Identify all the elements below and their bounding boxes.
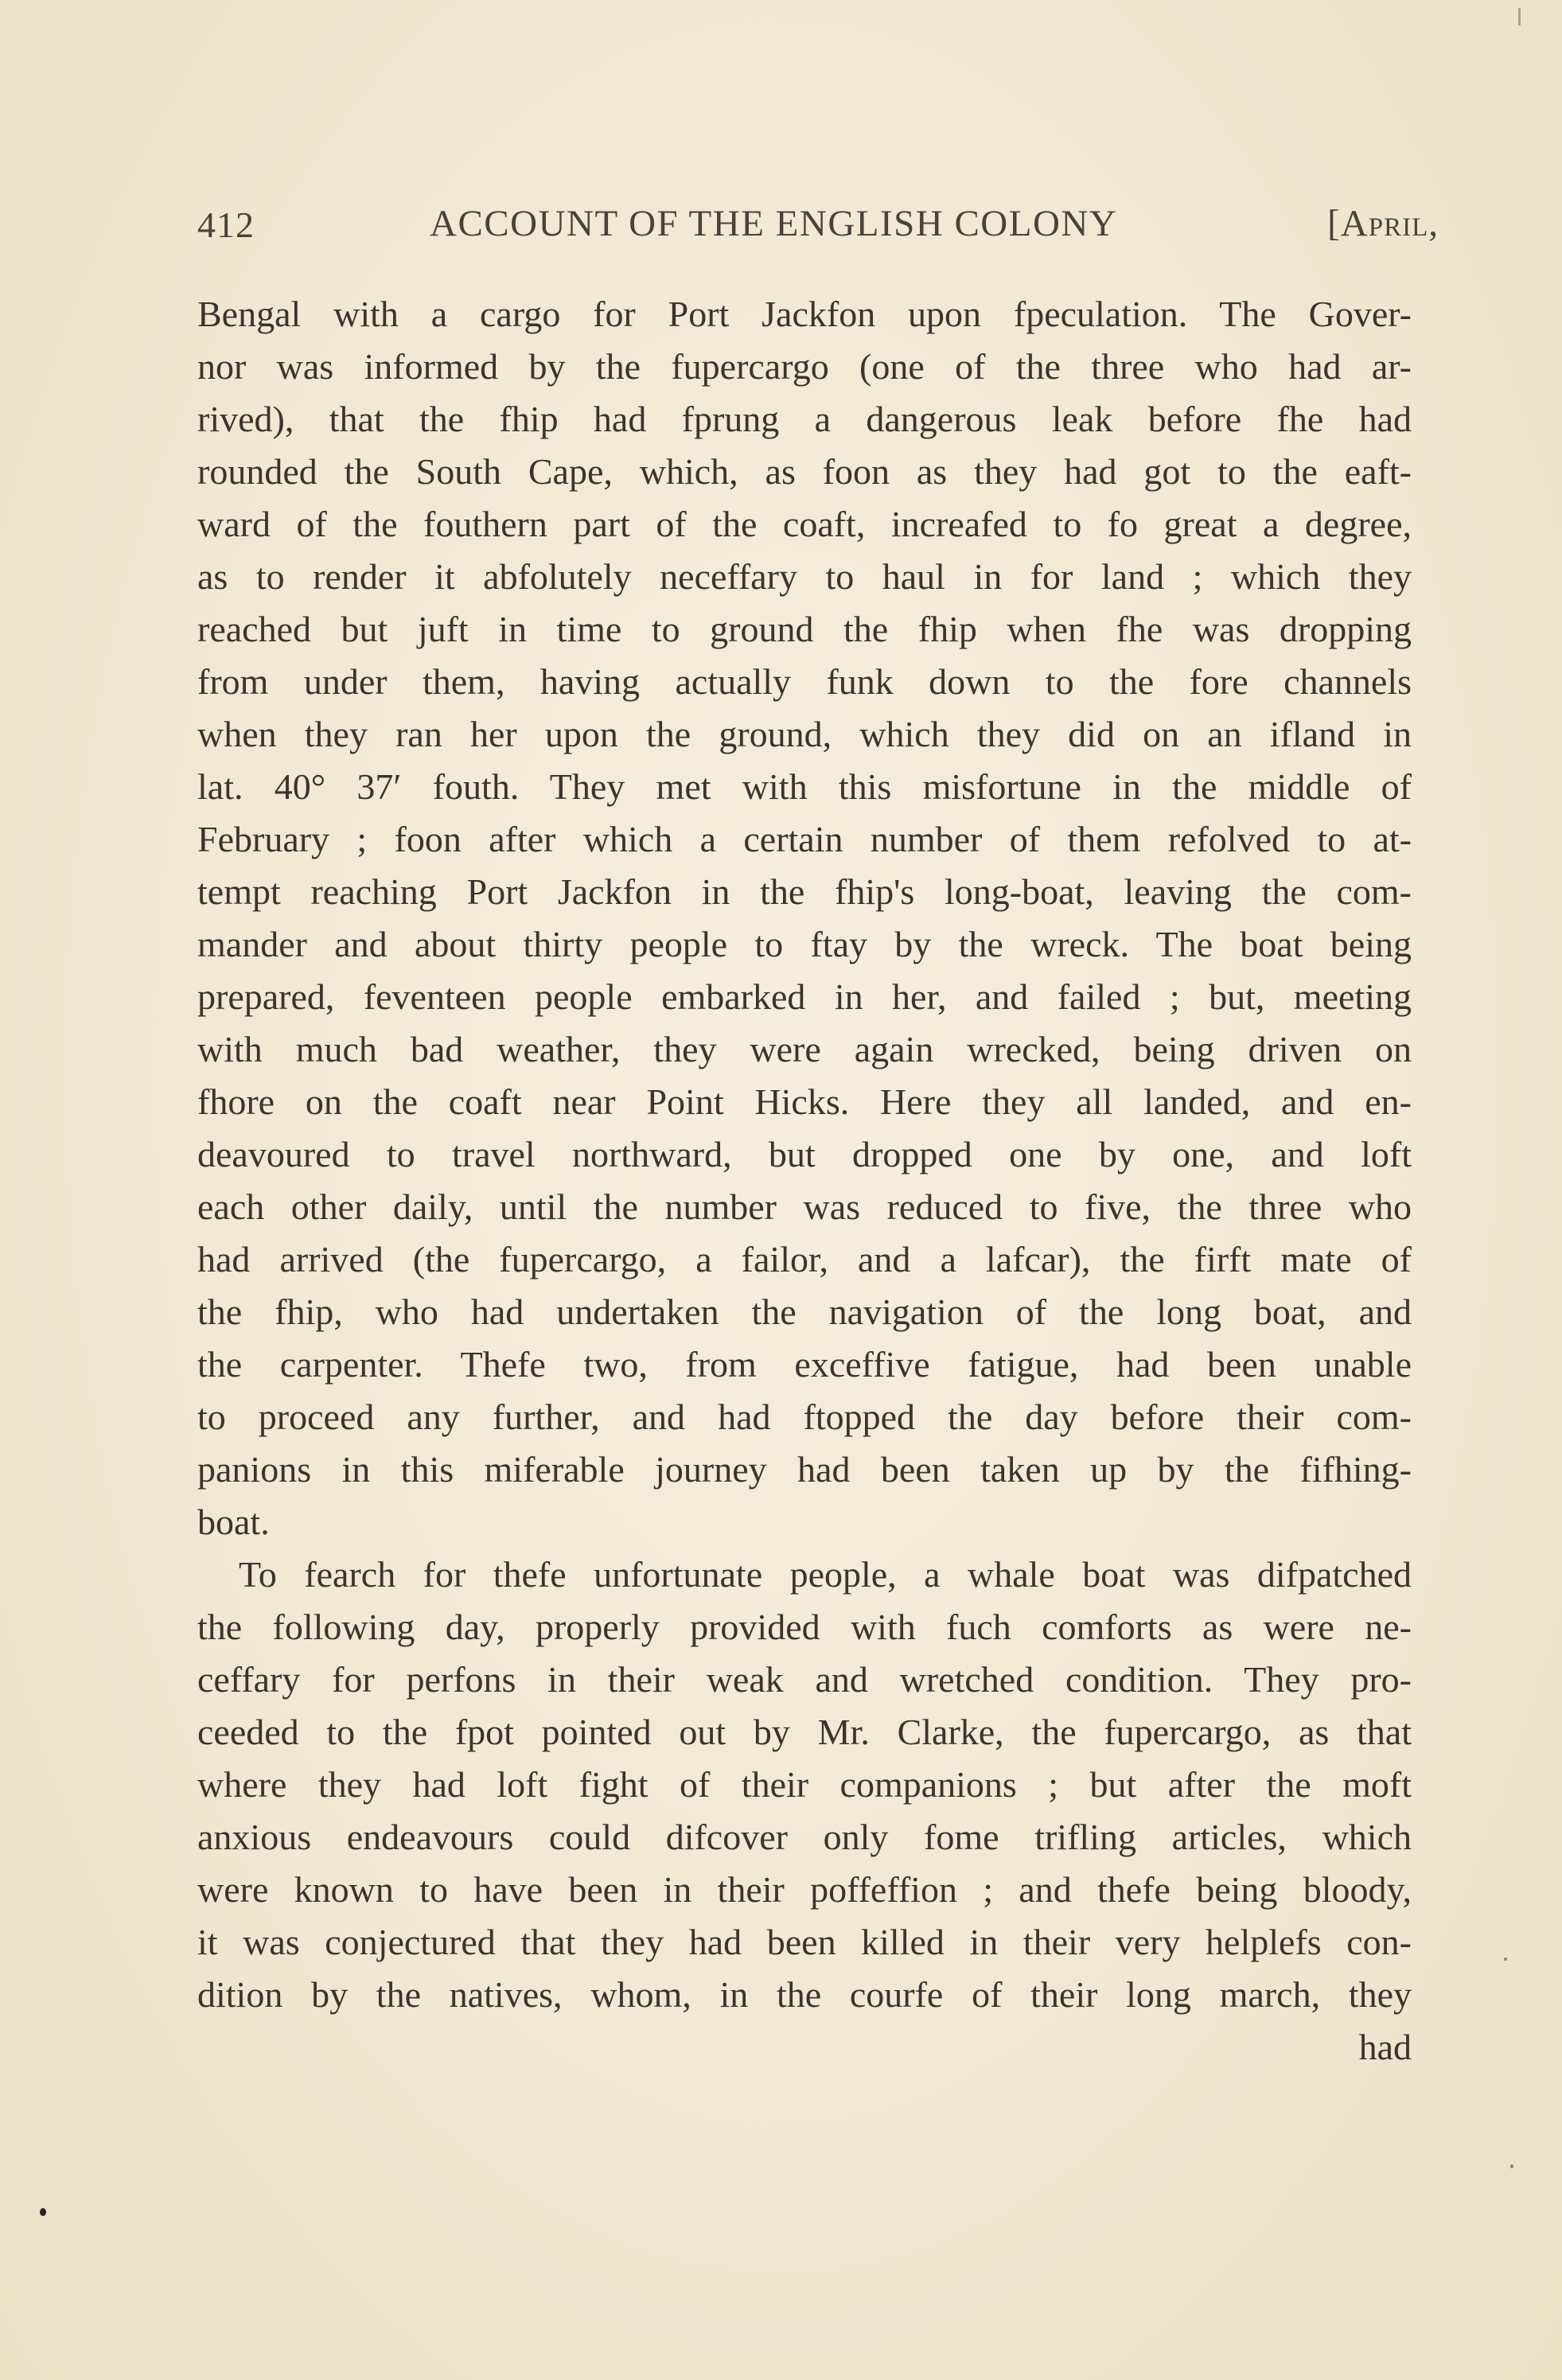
text-line: ceeded to the fpot pointed out by Mr. Clarke, the fupercargo, as that <box>197 1712 1412 1752</box>
text-line: rived), that the fhip had fprung a dangerous leak before fhe had <box>197 399 1412 439</box>
page-number: 412 <box>197 205 255 245</box>
paper-speck <box>1518 8 1521 25</box>
text-line: as to render it abfolutely neceffary to haul in for land ; which they <box>197 556 1412 597</box>
text-line: mander and about thirty people to ftay by the wreck. The boat being <box>197 924 1412 964</box>
text-line: February ; foon after which a certain number of them refolved to at- <box>197 819 1412 859</box>
text-line: it was conjectured that they had been killed in their very helplefs con- <box>197 1922 1412 1962</box>
text-line: nor was informed by the fupercargo (one of the three who had ar- <box>197 346 1412 387</box>
paragraph-start-line: To fearch for thefe unfortunate people, a whale boat was difpatched <box>239 1554 1412 1595</box>
text-line: with much bad weather, they were again wrecked, being driven on <box>197 1029 1412 1069</box>
text-line: where they had loft fight of their companions ; but after the moft <box>197 1764 1412 1805</box>
text-line: Bengal with a cargo for Port Jackfon upon fpeculation. The Gover- <box>197 294 1412 334</box>
text-line: prepared, feventeen people embarked in her, and failed ; but, meeting <box>197 976 1412 1017</box>
text-line: deavoured to travel northward, but dropped one by one, and loft <box>197 1134 1412 1174</box>
text-line: the fhip, who had undertaken the navigation of the long boat, and <box>197 1291 1412 1332</box>
text-line: dition by the natives, whom, in the courfe of their long march, they <box>197 1974 1412 2015</box>
catchword: had <box>1358 2027 1412 2067</box>
text-line: when they ran her upon the ground, which they did on an ifland in <box>197 714 1412 754</box>
paper-speck <box>1510 2164 1513 2168</box>
text-line: the carpenter. Thefe two, from exceffive fatigue, had been unable <box>197 1344 1412 1385</box>
running-title: ACCOUNT OF THE ENGLISH COLONY <box>430 203 1118 244</box>
body-text <box>197 288 1412 2074</box>
text-line: were known to have been in their poffeffion ; and thefe being bloody, <box>197 1869 1412 1910</box>
text-line: panions in this miferable journey had been taken up by the fifhing- <box>197 1449 1412 1490</box>
paper-speck <box>40 2208 46 2216</box>
text-line: the following day, properly provided with fuch comforts as were ne- <box>197 1607 1412 1647</box>
running-month: [April, <box>1327 203 1439 244</box>
text-line: fhore on the coaft near Point Hicks. Here they all landed, and en- <box>197 1081 1412 1122</box>
text-line: lat. 40° 37′ fouth. They met with this misfortune in the middle of <box>197 766 1412 807</box>
text-line: each other daily, until the number was reduced to five, the three who <box>197 1186 1412 1227</box>
paragraph-end-line: boat. <box>197 1502 270 1542</box>
running-header <box>197 196 1439 251</box>
text-line: had arrived (the fupercargo, a failor, and a lafcar), the firft mate of <box>197 1239 1412 1280</box>
text-line: tempt reaching Port Jackfon in the fhip's long-boat, leaving the com- <box>197 871 1412 912</box>
text-line: ward of the fouthern part of the coaft, increafed to fo great a degree, <box>197 504 1412 544</box>
paper-speck <box>1504 1957 1507 1961</box>
text-line: rounded the South Cape, which, as foon as they had got to the eaft- <box>197 451 1412 492</box>
text-line: anxious endeavours could difcover only fome trifling articles, which <box>197 1817 1412 1857</box>
text-line: from under them, having actually funk down to the fore channels <box>197 661 1412 702</box>
text-line: to proceed any further, and had ftopped the day before their com- <box>197 1396 1412 1437</box>
text-line: ceffary for perfons in their weak and wretched condition. They pro- <box>197 1659 1412 1700</box>
text-line: reached but juft in time to ground the fhip when fhe was dropping <box>197 609 1412 649</box>
